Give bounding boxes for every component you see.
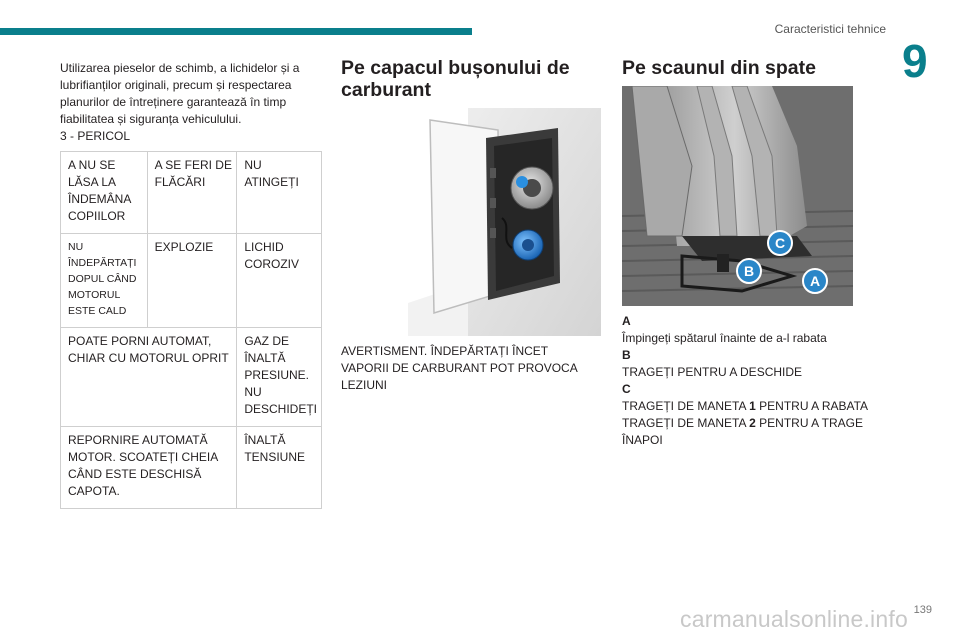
watermark: carmanualsonline.info [680, 606, 908, 632]
rear-seat-image [622, 86, 853, 306]
danger-subtitle: 3 - PERICOL [60, 129, 131, 143]
intro-paragraph: Utilizarea pieselor de schimb, a lichidelor și a lubrifianților originali, precum și respectarea planurilor de întreținere garantează în timp fiabilitatea și siguranța vehiculului. [60, 61, 300, 126]
column-rear-seat [622, 57, 872, 79]
table-cell: ÎNALTĂ TENSIUNE [237, 427, 322, 509]
column-fuel-cap [341, 57, 603, 101]
chapter-number: 9 [902, 35, 928, 87]
table-cell: NU ATINGEȚI [237, 152, 322, 234]
fuel-cap-image [408, 108, 601, 336]
label-a: A [809, 273, 821, 289]
fuel-cap-warning: AVERTISMENT. ÎNDEPĂRTAȚI ÎNCET VAPORII DE CARBURANT POT PROVOCA LEZIUNI [341, 344, 578, 392]
item-text: Împingeți spătarul înainte de a-l rabata [622, 331, 827, 345]
table-row [61, 234, 322, 328]
fuel-cap-heading: Pe capacul bușonului de carburant [341, 57, 570, 101]
header-accent-bar [0, 28, 472, 35]
item-key: A [622, 314, 631, 328]
label-c: C [774, 235, 786, 251]
rear-seat-instructions [622, 313, 882, 449]
table-cell: EXPLOZIE [147, 234, 237, 328]
rear-seat-heading: Pe scaunul din spate [622, 57, 816, 79]
page-number: 139 [913, 604, 932, 616]
table-row [61, 328, 322, 427]
item-text: TRAGEȚI DE MANETA 2 PENTRU A TRAGE ÎNAPOI [622, 416, 863, 447]
item-text: TRAGEȚI DE MANETA 1 PENTRU A RABATA [622, 399, 869, 413]
item-key: B [622, 348, 631, 362]
item-text: TRAGEȚI PENTRU A DESCHIDE [622, 365, 803, 379]
label-b: B [743, 263, 755, 279]
table-cell: A SE FERI DE FLĂCĂRI [147, 152, 237, 234]
table-cell: NU ÎNDEPĂRTAȚI DOPUL CÂND MOTORUL ESTE CALD [61, 234, 148, 328]
table-cell: POATE PORNI AUTOMAT, CHIAR CU MOTORUL OPRIT [61, 328, 237, 427]
table-cell: LICHID COROZIV [237, 234, 322, 328]
table-cell: REPORNIRE AUTOMATĂ MOTOR. SCOATEȚI CHEIA CÂND ESTE DESCHISĂ CAPOTA. [61, 427, 237, 509]
column-danger [60, 60, 322, 509]
table-cell: A NU SE LĂSA LA ÎNDEMÂNA COPIILOR [61, 152, 148, 234]
table-row [61, 427, 322, 509]
item-key: C [622, 382, 631, 396]
table-cell: GAZ DE ÎNALTĂ PRESIUNE. NU DESCHIDEȚI [237, 328, 322, 427]
danger-table [60, 151, 322, 509]
header-title: Caracteristici tehnice [774, 22, 886, 36]
table-row [61, 152, 322, 234]
